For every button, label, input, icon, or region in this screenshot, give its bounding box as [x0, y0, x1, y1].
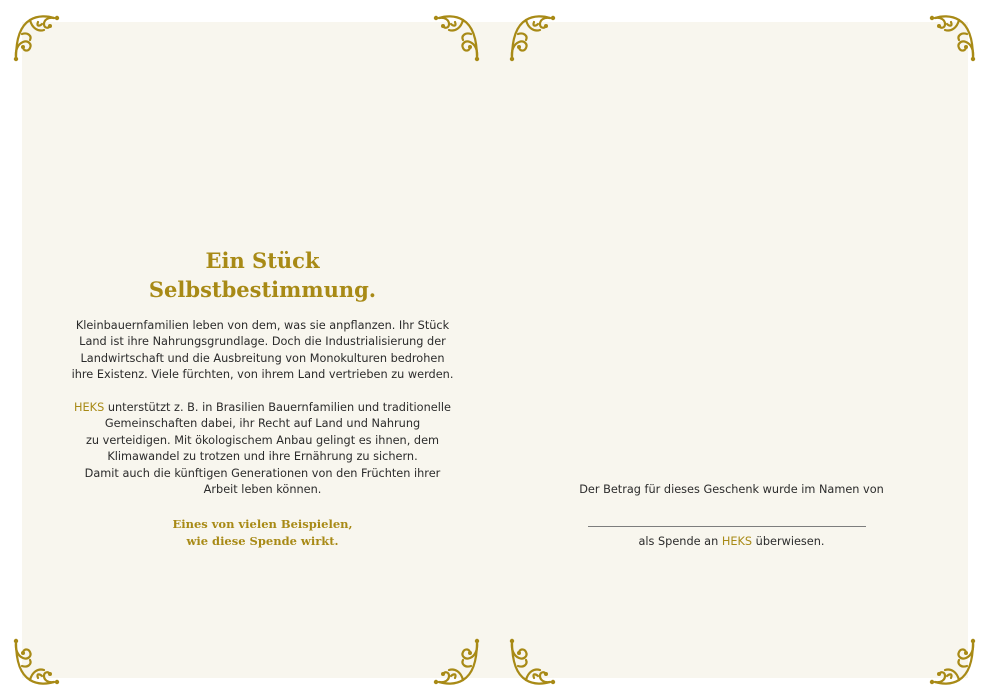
corner-ornament-icon: [431, 638, 481, 688]
corner-ornament-icon: [431, 12, 481, 62]
tagline-line: Eines von vielen Beispielen,: [172, 517, 353, 531]
org-name: HEKS: [74, 401, 105, 414]
paragraph-text: unterstützt z. B. in Brasilien Bauernfamilien und traditionelle: [104, 401, 451, 414]
donation-recipient: [495, 535, 968, 548]
corner-ornament-icon: [508, 12, 558, 62]
corner-ornament-icon: [927, 638, 977, 688]
org-name: HEKS: [721, 535, 753, 548]
paragraph-line: Damit auch die künftigen Generationen von den Früchten ihrer: [84, 466, 441, 480]
corner-ornament-icon: [508, 638, 558, 688]
paragraph-line: Landwirtschaft und die Ausbreitung von Monokulturen bedrohen: [80, 351, 445, 365]
paragraph-line: zu verteidigen. Mit ökologischem Anbau gelingt es ihnen, dem: [85, 433, 440, 447]
title-line: Ein Stück: [205, 248, 320, 273]
paragraph-line: Arbeit leben können.: [203, 483, 322, 497]
recipient-text: überwiesen.: [752, 535, 825, 548]
paragraph-line: Land ist ihre Nahrungsgrundlage. Doch die Industrialisierung der: [79, 335, 446, 349]
paragraph-line: Kleinbauernfamilien leben von dem, was sie anpflanzen. Ihr Stück: [75, 319, 450, 332]
paragraph-line: ihre Existenz. Viele fürchten, von ihrem Land vertrieben zu werden.: [71, 368, 454, 382]
corner-ornament-icon: [12, 12, 62, 62]
paragraph-line: Klimawandel zu trotzen und ihre Ernährung zu sichern.: [107, 450, 418, 464]
corner-ornament-icon: [927, 12, 977, 62]
heks-paragraph: [22, 400, 503, 498]
paragraph-line: [22, 400, 503, 416]
closing-tagline: [22, 516, 503, 550]
tagline-line: wie diese Spende wirkt.: [186, 534, 339, 548]
paragraph-line: Gemeinschaften dabei, ihr Recht auf Land und Nahrung: [104, 417, 421, 431]
right-page: [495, 22, 968, 678]
donation-statement: Der Betrag für dieses Geschenk wurde im Namen von: [579, 483, 884, 496]
page-title: [22, 246, 503, 304]
corner-ornament-icon: [12, 638, 62, 688]
title-line: Selbstbestimmung.: [148, 277, 377, 302]
name-signature-line[interactable]: [588, 526, 866, 527]
intro-paragraph: [22, 318, 503, 384]
recipient-text: als Spende an: [638, 535, 722, 548]
